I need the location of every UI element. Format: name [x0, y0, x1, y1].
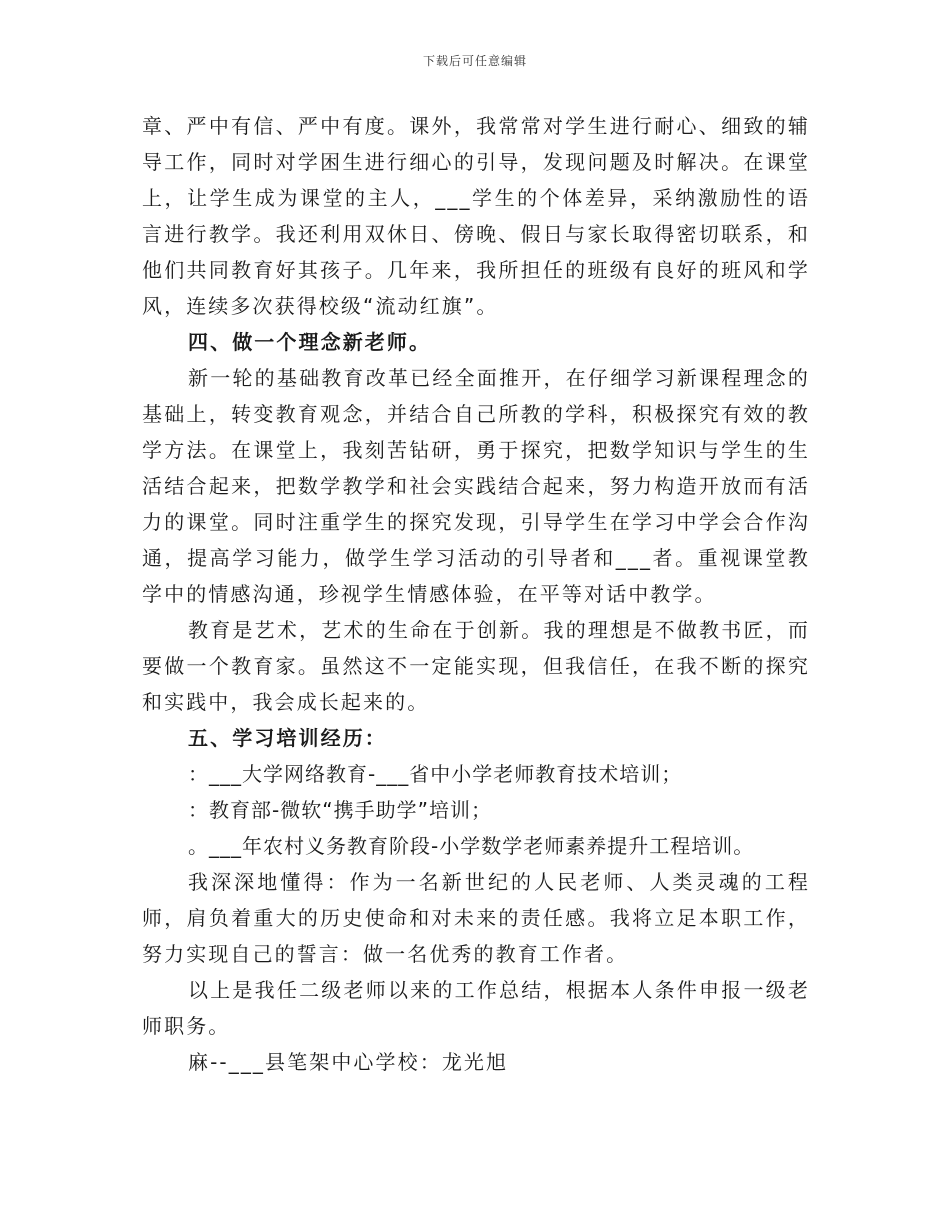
training-item-3: 。___年农村义务教育阶段-小学数学老师素养提升工程培训。 [188, 834, 755, 858]
paragraph-mission: 我深深地懂得：作为一名新世纪的人民老师、人类灵魂的工程师，肩负着重大的历史使命和对未来的责任感。我将立足本职工作，努力实现自己的誓言：做一名优秀的教育工作者。 [142, 870, 810, 966]
paragraph-summary: 以上是我任二级老师以来的工作总结，根据本人条件申报一级老师职务。 [142, 978, 810, 1038]
header-note: 下载后可任意编辑 [422, 54, 527, 68]
section-heading-four: 四、做一个理念新老师。 [188, 330, 432, 354]
paragraph-classroom-management: 章、严中有信、严中有度。课外，我常常对学生进行耐心、细致的辅导工作，同时对学困生进行细心的引导，发现问题及时解决。在课堂上，让学生成为课堂的主人，___学生的个体差异，采纳激励性的语言进行教学。我还利用双休日、傍晚、假日与家长取得密切联系，和他们共同教育好其孩子。几年来，我所担任的班级有良好的班风和学风，连续多次获得校级“流动红旗”。 [142, 114, 810, 318]
paragraph-education-ideal: 教育是艺术，艺术的生命在于创新。我的理想是不做教书匠，而要做一个教育家。虽然这不一定能实现，但我信任，在我不断的探究和实践中，我会成长起来的。 [142, 618, 810, 714]
training-item-1: ：___大学网络教育-___省中小学老师教育技术培训； [188, 762, 683, 786]
section-heading-five: 五、学习培训经历： [188, 726, 387, 750]
training-item-2: ：教育部-微软“携手助学”培训； [188, 798, 492, 822]
signature-line: 麻--___县笔架中心学校：龙光旭 [188, 1050, 509, 1074]
paragraph-curriculum-reform: 新一轮的基础教育改革已经全面推开，在仔细学习新课程理念的基础上，转变教育观念，并结合自己所教的学科，积极探究有效的教学方法。在课堂上，我刻苦钻研，勇于探究，把数学知识与学生的生活结合起来，把数学教学和社会实践结合起来，努力构造开放而有活力的课堂。同时注重学生的探究发现，引导学生在学习中学会合作沟通，提高学习能力，做学生学习活动的引导者和___者。重视课堂教学中的情感沟通，珍视学生情感体验，在平等对话中教学。 [142, 366, 810, 606]
document-body [142, 108, 810, 1080]
